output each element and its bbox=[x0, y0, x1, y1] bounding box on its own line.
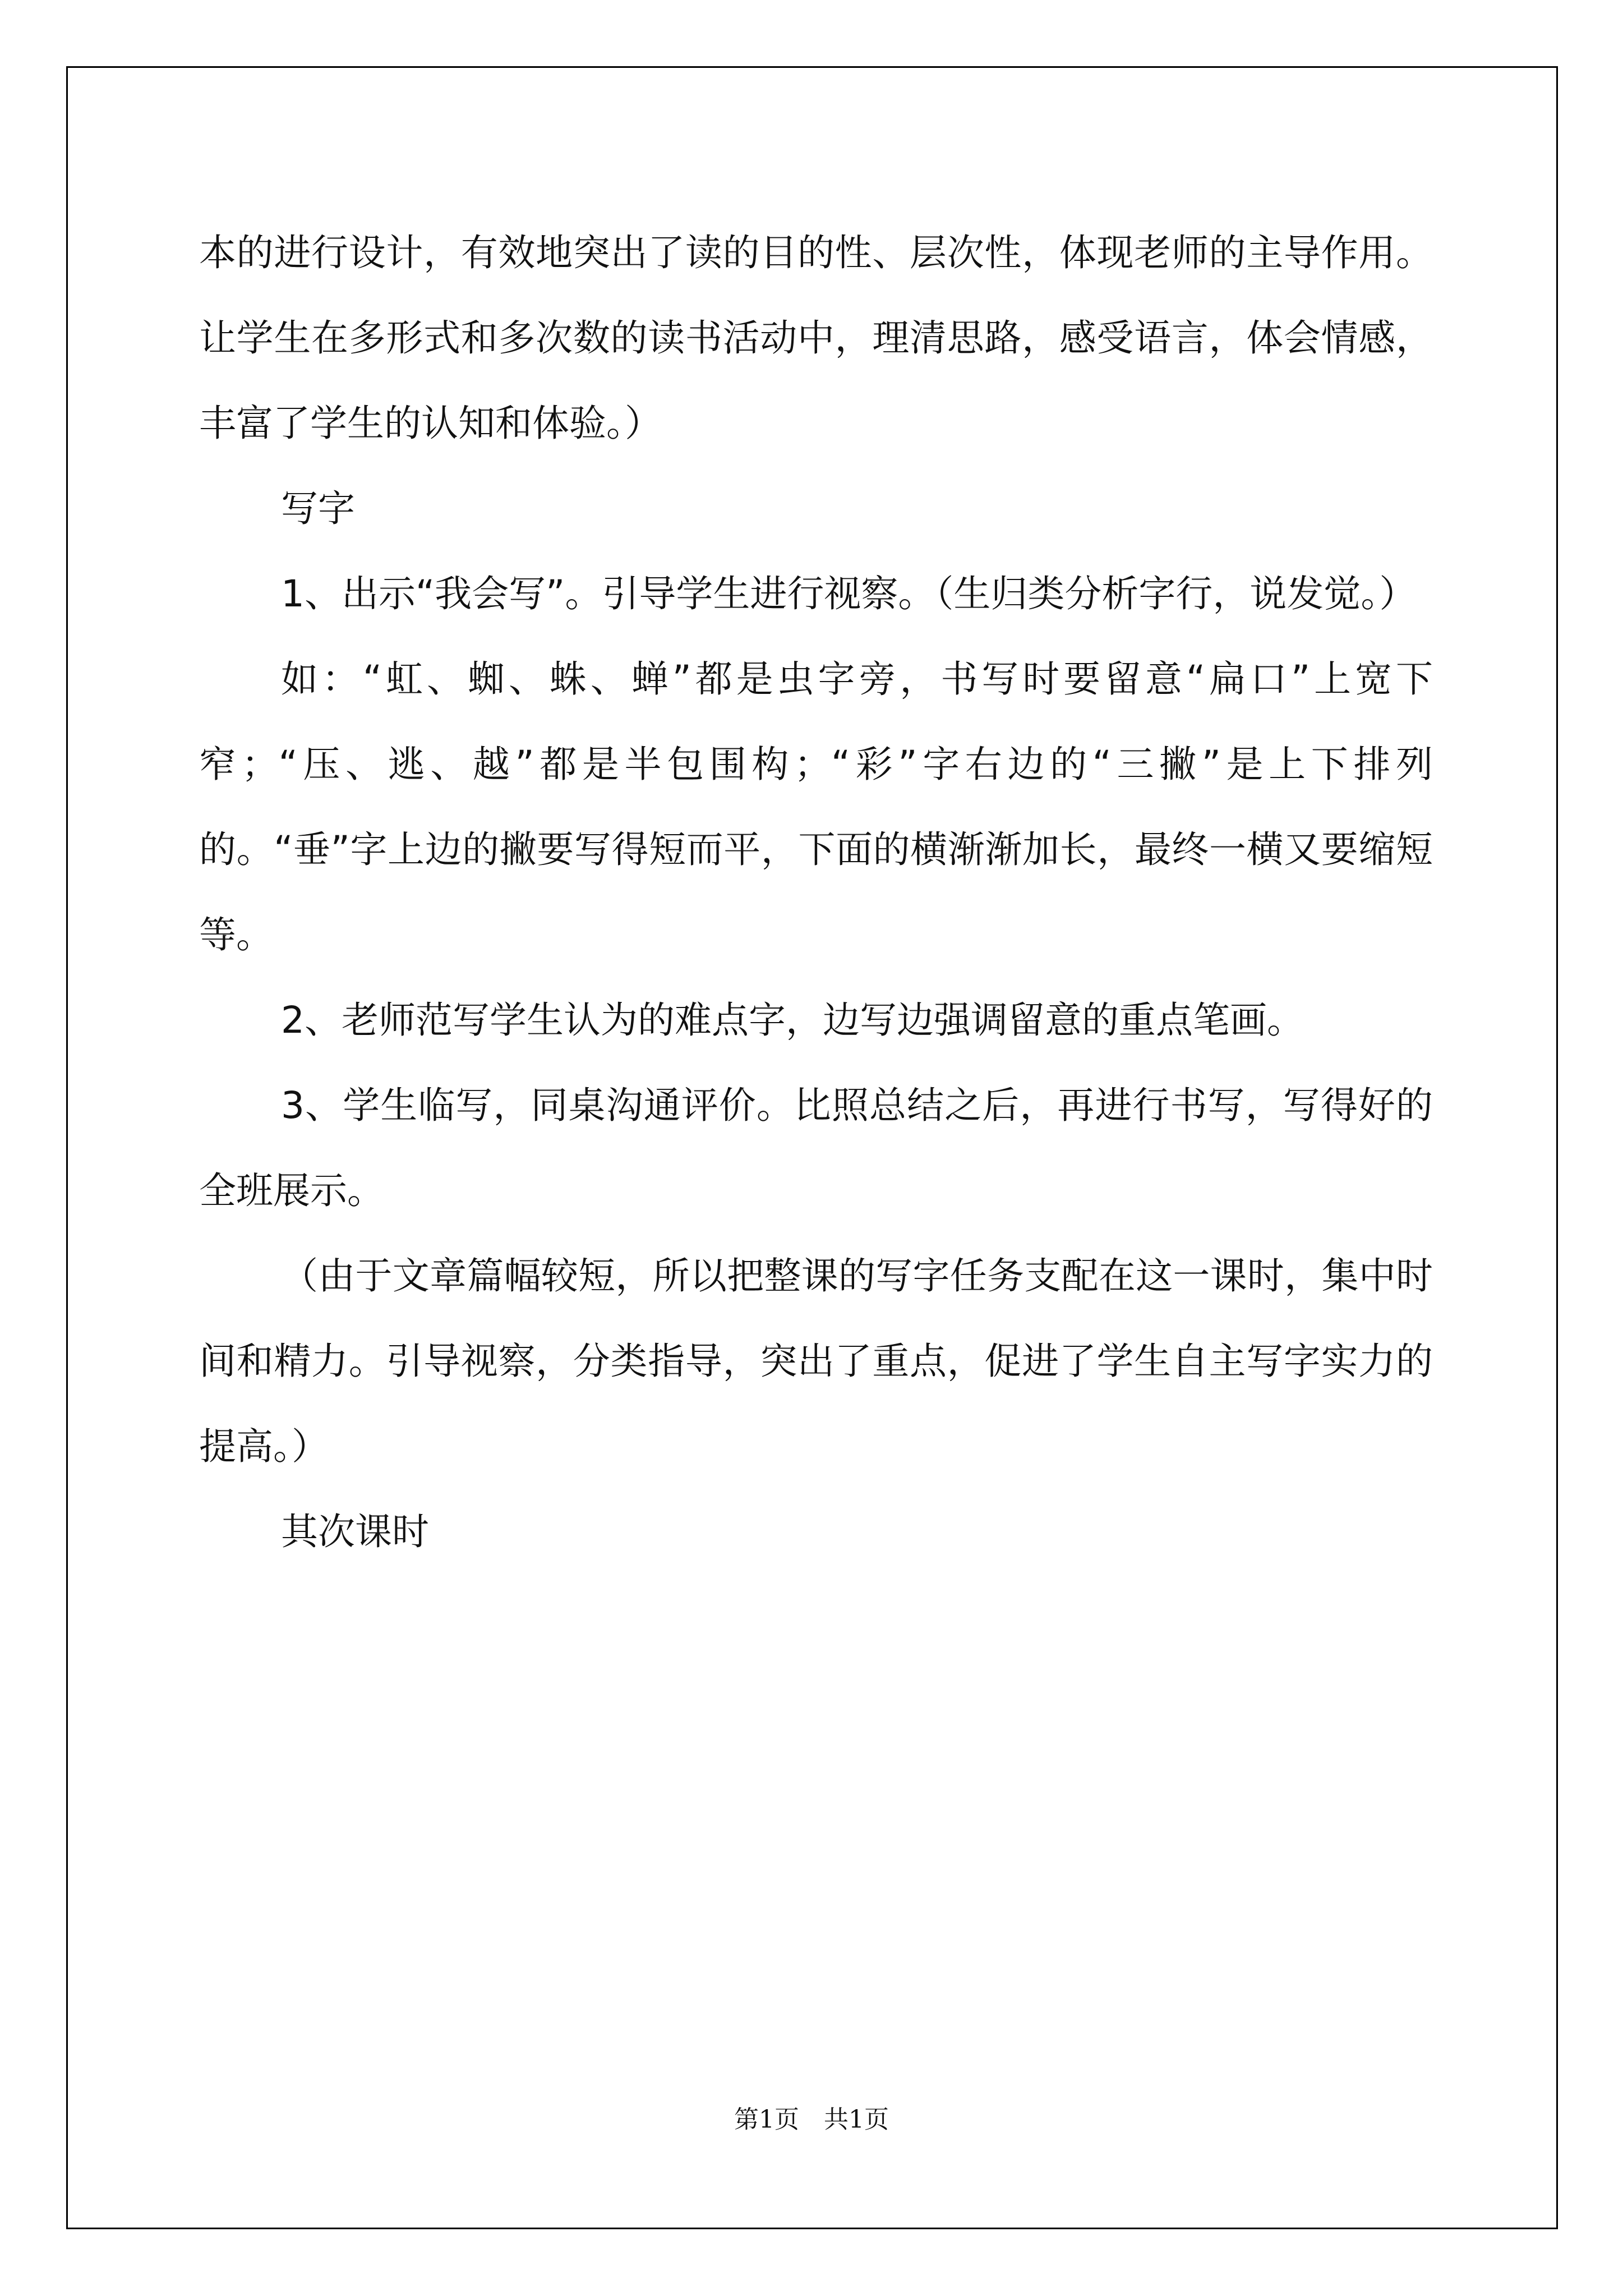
paragraph-step-2: 2、老师范写学生认为的难点字，边写边强调留意的重点笔画。 bbox=[281, 999, 1304, 1042]
section-heading-writing: 写字 bbox=[281, 487, 355, 530]
paragraph-step-3: 3、学生临写，同桌沟通评价。比照总结之后，再进行书写，写得好的全班展示。 bbox=[199, 1084, 1433, 1212]
paragraph-note: （由于文章篇幅较短，所以把整课的写字任务支配在这一课时，集中时间和精力。引导视察，分类指导，突出了重点，促进了学生自主写字实力的提高。） bbox=[199, 1254, 1433, 1468]
paragraph-step-1: 1、出示“我会写”。引导学生进行视察。（生归类分析字行，说发觉。） bbox=[281, 572, 1417, 615]
section-heading-second-lesson: 其次课时 bbox=[281, 1510, 429, 1553]
paragraph-example: 如：“虹、蜘、蛛、蝉”都是虫字旁，书写时要留意“扁口”上宽下窄；“压、逃、越”都是半包围构；“彩”字右边的“三撇”是上下排列的。“垂”字上边的撇要写得短而平，下面的横渐渐加长，最终一横又要缩短等。 bbox=[199, 657, 1433, 956]
document-body bbox=[199, 210, 1433, 1575]
paragraph-continuation: 本的进行设计，有效地突出了读的目的性、层次性，体现老师的主导作用。让学生在多形式和多次数的读书活动中，理清思路，感受语言，体会情感，丰富了学生的认知和体验。） bbox=[199, 231, 1433, 445]
page-number: 第1页 共1页 bbox=[734, 2105, 889, 2134]
